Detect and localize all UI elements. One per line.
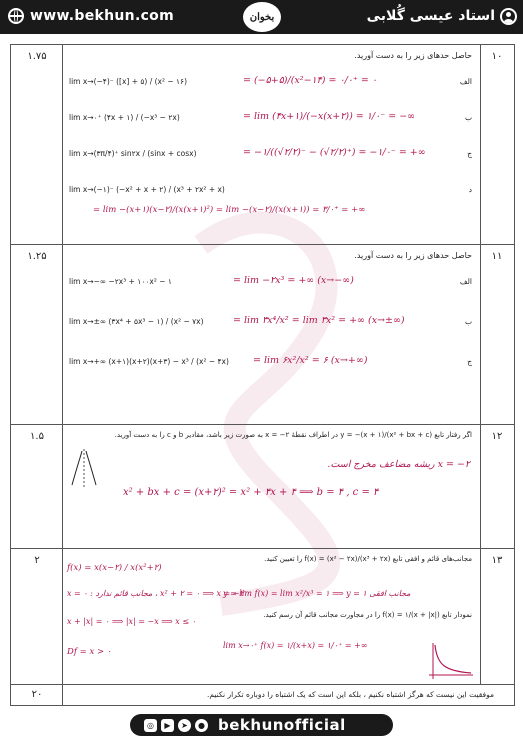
- logo: بخوان: [243, 2, 281, 32]
- handwritten-work: = lim ۶x²/x² = ۶ (x→+∞): [253, 355, 368, 366]
- question-row-12: [11, 425, 514, 549]
- handwritten-work: y = lim f(x) = lim x²/x³ = ۱ ⟹ y = ۱ مجانب افقی: [223, 589, 411, 598]
- score: ۲: [34, 555, 40, 566]
- part-label: د: [468, 185, 472, 194]
- exam-sheet: [10, 44, 515, 706]
- question-number: ۱۲: [491, 431, 503, 442]
- question-prompt: اگر رفتار تابع y = −(x + ۱)/(x² + bx + c) در اطراف نقطهٔ x = −۲ به صورت زیر باشد، مقادیر b و c را به دست آورید.: [114, 431, 472, 439]
- limit-expression: lim x→(−۴)⁻ ([x] + ۵) / (x² − ۱۶): [69, 77, 188, 86]
- handwritten-work: = lim ۳x⁴/x² = lim ۳x² = +∞ (x→±∞): [233, 315, 405, 326]
- handwritten-work: x = ۰ : مجانب قائم ندارد ، x² + ۲ = ۰ ⟹ x = −۲: [67, 589, 244, 598]
- part-label: ب: [464, 113, 472, 122]
- handwritten-work: x = −۲ ریشه مضاعف مخرج است.: [327, 459, 470, 470]
- header-bar: [0, 0, 523, 34]
- limit-expression: lim x→+∞ (x+۱)(x+۲)(x+۳) − x³ / (x² − ۴x): [69, 357, 229, 366]
- aparat-icon[interactable]: ●: [195, 719, 208, 732]
- total-row: [11, 685, 514, 705]
- limit-expression: lim x→۰⁺ (۴x + ۱) / (−x³ − ۲x): [69, 113, 180, 122]
- handwritten-work: f(x) = x(x−۲) / x(x²+۲): [67, 563, 162, 573]
- question-prompt: مجانب‌های قائم و افقی تابع f(x) = (x² − ۲x)/(x³ + ۲x) را تعیین کنید.: [264, 555, 472, 563]
- limit-expression: lim x→±∞ (۳x⁴ + ۵x³ − ۱) / (x² − ۷x): [69, 317, 204, 326]
- site-link[interactable]: [8, 8, 174, 24]
- behavior-sketch-icon: [69, 447, 99, 487]
- motivational-note: موفقیت این نیست که هرگز اشتباه نکنیم ، بلکه این است که یک اشتباه را دوباره تکرار نکنیم.: [206, 690, 494, 699]
- question-row-10: [11, 45, 514, 245]
- limit-expression: lim x→−∞ −۲x³ + ۱۰۰x² − ۱: [69, 277, 172, 286]
- globe-icon: [8, 8, 24, 24]
- instagram-icon[interactable]: ◎: [144, 719, 157, 732]
- graph-sketch-icon: [425, 641, 475, 681]
- limit-expression: lim x→(۳π/۴)⁺ sin۲x / (sinx + cosx): [69, 149, 197, 158]
- question-number: ۱۰: [491, 51, 503, 62]
- handwritten-work: lim x→۰⁺ f(x) = ۱/(x+x) = ۱/۰⁺ = +∞: [223, 641, 368, 650]
- score: ۱.۵: [30, 431, 44, 442]
- question-prompt: حاصل حدهای زیر را به دست آورید.: [354, 51, 472, 60]
- part-label: الف: [459, 77, 472, 86]
- handwritten-work: x² + bx + c = (x+۲)² = x² + ۴x + ۴ ⟹ b = ۴ , c = ۴: [123, 487, 379, 498]
- part-label: ب: [464, 317, 472, 326]
- handwritten-work: = (−۵+۵)/(x²−۱۴) = ۰/۰⁺ = ۰: [243, 75, 377, 86]
- question-prompt: حاصل حدهای زیر را به دست آورید.: [354, 251, 472, 260]
- social-handle[interactable]: bekhunofficial: [218, 716, 346, 734]
- limit-expression: lim x→(−۱)⁻ (−x² + x + ۲) / (x³ + ۲x² + x): [69, 185, 225, 194]
- handwritten-work: = lim −(x+۱)(x−۲)/(x(x+۱)²) = lim −(x−۲)/(x(x+۱)) = ۳/۰⁺ = +∞: [93, 205, 366, 215]
- teacher-name: استاد عیسی گُلابی: [366, 8, 495, 24]
- footer-bar: [0, 710, 523, 740]
- question-row-11: [11, 245, 514, 425]
- question-row-13: [11, 549, 514, 685]
- social-pill[interactable]: [130, 714, 393, 736]
- handwritten-work: = lim −۲x³ = +∞ (x→−∞): [233, 275, 354, 286]
- question-number: ۱۱: [491, 251, 503, 262]
- question-prompt: نمودار تابع f(x) = ۱/(x + |x|) را در مجاورت مجانب قائم آن رسم کنید.: [263, 611, 472, 619]
- handwritten-work: Df = x > ۰: [67, 647, 112, 657]
- handwritten-work: = lim (۴x+۱)/(−x(x+۲)) = ۱/۰⁻ = −∞: [243, 111, 416, 122]
- user-icon: [500, 8, 517, 25]
- site-url[interactable]: www.bekhun.com: [30, 8, 174, 24]
- handwritten-work: x + |x| = ۰ ⟹ |x| = −x ⟹ x ≤ ۰: [67, 617, 196, 626]
- youtube-icon[interactable]: ▶: [161, 719, 174, 732]
- score: ۱.۲۵: [27, 251, 47, 262]
- score: ۱.۷۵: [27, 51, 47, 62]
- total-score: ۲۰: [31, 689, 43, 700]
- telegram-icon[interactable]: ➤: [178, 719, 191, 732]
- part-label: ج: [467, 149, 472, 158]
- question-number: ۱۳: [491, 555, 503, 566]
- part-label: الف: [459, 277, 472, 286]
- handwritten-work: = −۱/((√۲/۲)⁻ − (√۲/۲)⁺) = −۱/۰⁻ = +∞: [243, 147, 426, 158]
- part-label: ج: [467, 357, 472, 366]
